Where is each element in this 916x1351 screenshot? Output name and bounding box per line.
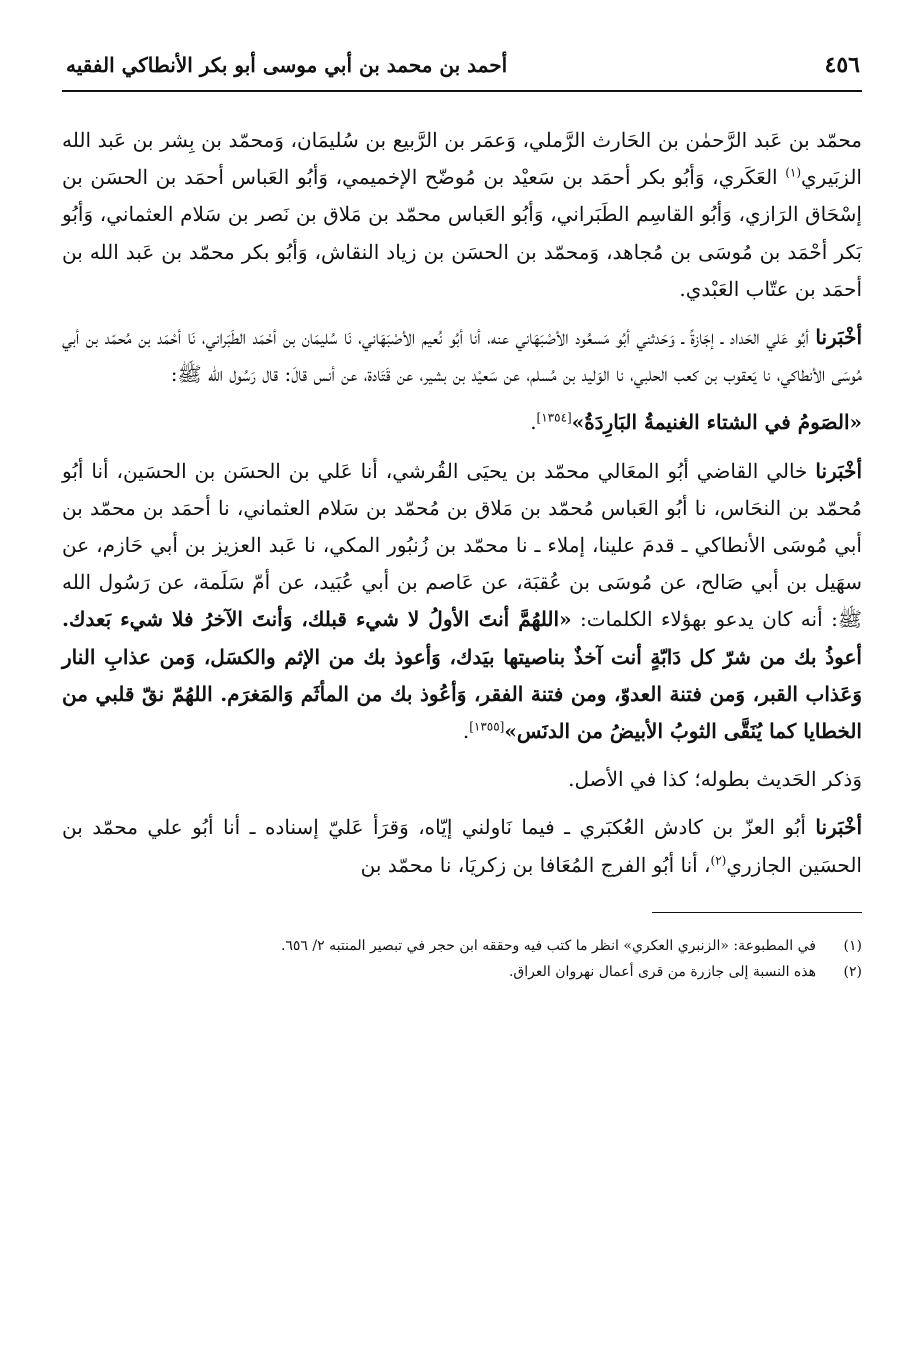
isnad-lead: أخْبَرنا xyxy=(815,815,862,840)
paragraph-1-text-b: العَكَري، وَأبُو بكر أحمَد بن سَعيْد بن مُوضّح الإخميمي، وَأبُو العَباس أحمَد بن الحسَن بن إسْحَاق الرَازي، وَأبُو القاسِم الطَبَراني، وَأبُو العَباس محمّد بن مَلاق بن نَصر بن سَلام العثماني، وَأبُو بَكر أحْمَد بن مُوسَى بن مُجاهد، وَمحمّد بن الحسَن بن زياد النقاش، وَأبُو بكر محمّد بن عَبد الله بن أحمَد بن عتّاب العَبْدي. xyxy=(62,165,863,301)
footnote-number: (٢) xyxy=(843,963,862,980)
hadith-1-end: . xyxy=(530,410,537,435)
paragraph-6-text-a: أبُو العزّ بن كادش العُكبَري ـ فيما نَاولني إيّاه، وَقرَأ عَليّ إسناده ـ أنا أبُو علي محمّد بن الحسَين الجازري xyxy=(62,815,862,877)
hadith-2-quote: «اللهُمَّ أنتَ الأولُ لا شيء قبلك، وَأنتَ الآخرُ فلا شيء بَعدك. أعوذُ بك من شرّ كل دَابّةٍ أنت آخذٌ بناصيتها بيَدك، وَأعوذ بك من الإثم والكسَل، وَمن عذابِ النار وَعَذاب القبر، وَمن فتنة العدوّ، ومن فتنة الفقر، وَأعُوذ بك من المأثَم وَالمَغرَم. اللهُمّ نقّ قلبي من الخطايا كما يُنَقَّى الثوبُ الأبيضُ من الدنَس» xyxy=(62,607,862,744)
paragraph-2 xyxy=(62,319,862,393)
footnote-item xyxy=(62,959,862,985)
paragraph-6-text-b: ، أنا أبُو الفرج المُعَافا بن زكريَا، نا محمّد بن xyxy=(360,852,711,877)
running-title: أحمد بن محمد بن أبي موسى أبو بكر الأنطاكي الفقيه xyxy=(66,53,508,77)
book-page xyxy=(62,40,862,1330)
running-header xyxy=(62,40,862,92)
paragraph-1-text-a: محمّد بن عَبد الرَّحمٰن بن الحَارث الرَّملي، وَعمَر بن الرَّبيع بن سُليمَان، وَمحمّد بن بِشر بن عَبد الله الزبَيري xyxy=(62,128,862,190)
footnote-text: هذه النسبة إلى جازرة من قرى أعمال نهروان العراق. xyxy=(508,963,816,980)
paragraph-1 xyxy=(62,122,862,308)
footnote-text: في المطبوعة: «الزنبري العكري» انظر ما كتب فيه وحققه ابن حجر في تبصير المنتبه ٢/ ٦٥٦. xyxy=(280,937,816,954)
hadith-2-number: [١٣٥٥] xyxy=(469,719,505,734)
paragraph-2-text: أبُو عَلي الحَداد ـ إجَازةً ـ وَحَدثني أبُو مَسعُود الأصْبَهَاني عنه، أنا أبُو نُعيم الأصْبَهَاني، نَا سُليمَان بن أحْمَد الطَبَراني، نَا أحْمَد بن مُحمّد بن أبي مُوسَى الأنطاكي، نا يَعقوب بن كعب الحلبي، نا الوَليد بن مُسلم، عن سَعيْد بن بشير، عن قَتَادة، عن أنس قالَ: قال رَسُول الله ﷺ: xyxy=(62,325,862,387)
hadith-1-quote: «الصَومُ في الشتاء الغنيمةُ البَارِدَةُ» xyxy=(571,410,862,435)
isnad-lead: أخْبَرنا xyxy=(815,325,862,350)
hadith-1 xyxy=(62,404,862,441)
hadith-1-number: [١٣٥٤] xyxy=(536,410,572,425)
page-number: ٤٥٦ xyxy=(824,52,860,78)
paragraph-4 xyxy=(62,453,862,751)
footnotes xyxy=(62,933,862,985)
footnote-item xyxy=(62,933,862,959)
main-text xyxy=(62,122,862,884)
hadith-2-end: . xyxy=(462,719,470,744)
paragraph-5-text: وَذكر الحَديث بطوله؛ كذا في الأصل. xyxy=(568,767,862,792)
footnote-ref-1: (١) xyxy=(785,165,802,180)
paragraph-5 xyxy=(62,761,862,798)
footnote-ref-2: (٢) xyxy=(710,853,727,867)
isnad-lead: أخْبَرنا xyxy=(815,458,862,483)
paragraph-4-text: خالي القاضي أبُو المعَالي محمّد بن يحيَى القُرشي، أنا عَلي بن الحسَن بن الحسَين، أنا أبُو مُحمّد بن النحَاس، نا أبُو العَباس مُحمّد بن مَلاق بن مُحمّد بن سَلام العثماني، نا أحمَد بن محمّد بن أبي مُوسَى الأنطاكي ـ قدمَ علينا، إملاء ـ نا محمّد بن زُنبُور المكي، نا عَبد العزيز بن أبي حَازم، عن سهَيل بن أبي صَالح، عن مُوسَى بن عُقبَة، عن عَاصم بن أبي عُبَيد، عن أمّ سَلَمة، عن رَسُول الله ﷺ: أنه كان يدعو بهؤلاء الكلمات: xyxy=(62,458,862,632)
paragraph-6 xyxy=(62,809,862,883)
footnote-number: (١) xyxy=(843,937,862,954)
footnote-separator xyxy=(652,912,862,913)
